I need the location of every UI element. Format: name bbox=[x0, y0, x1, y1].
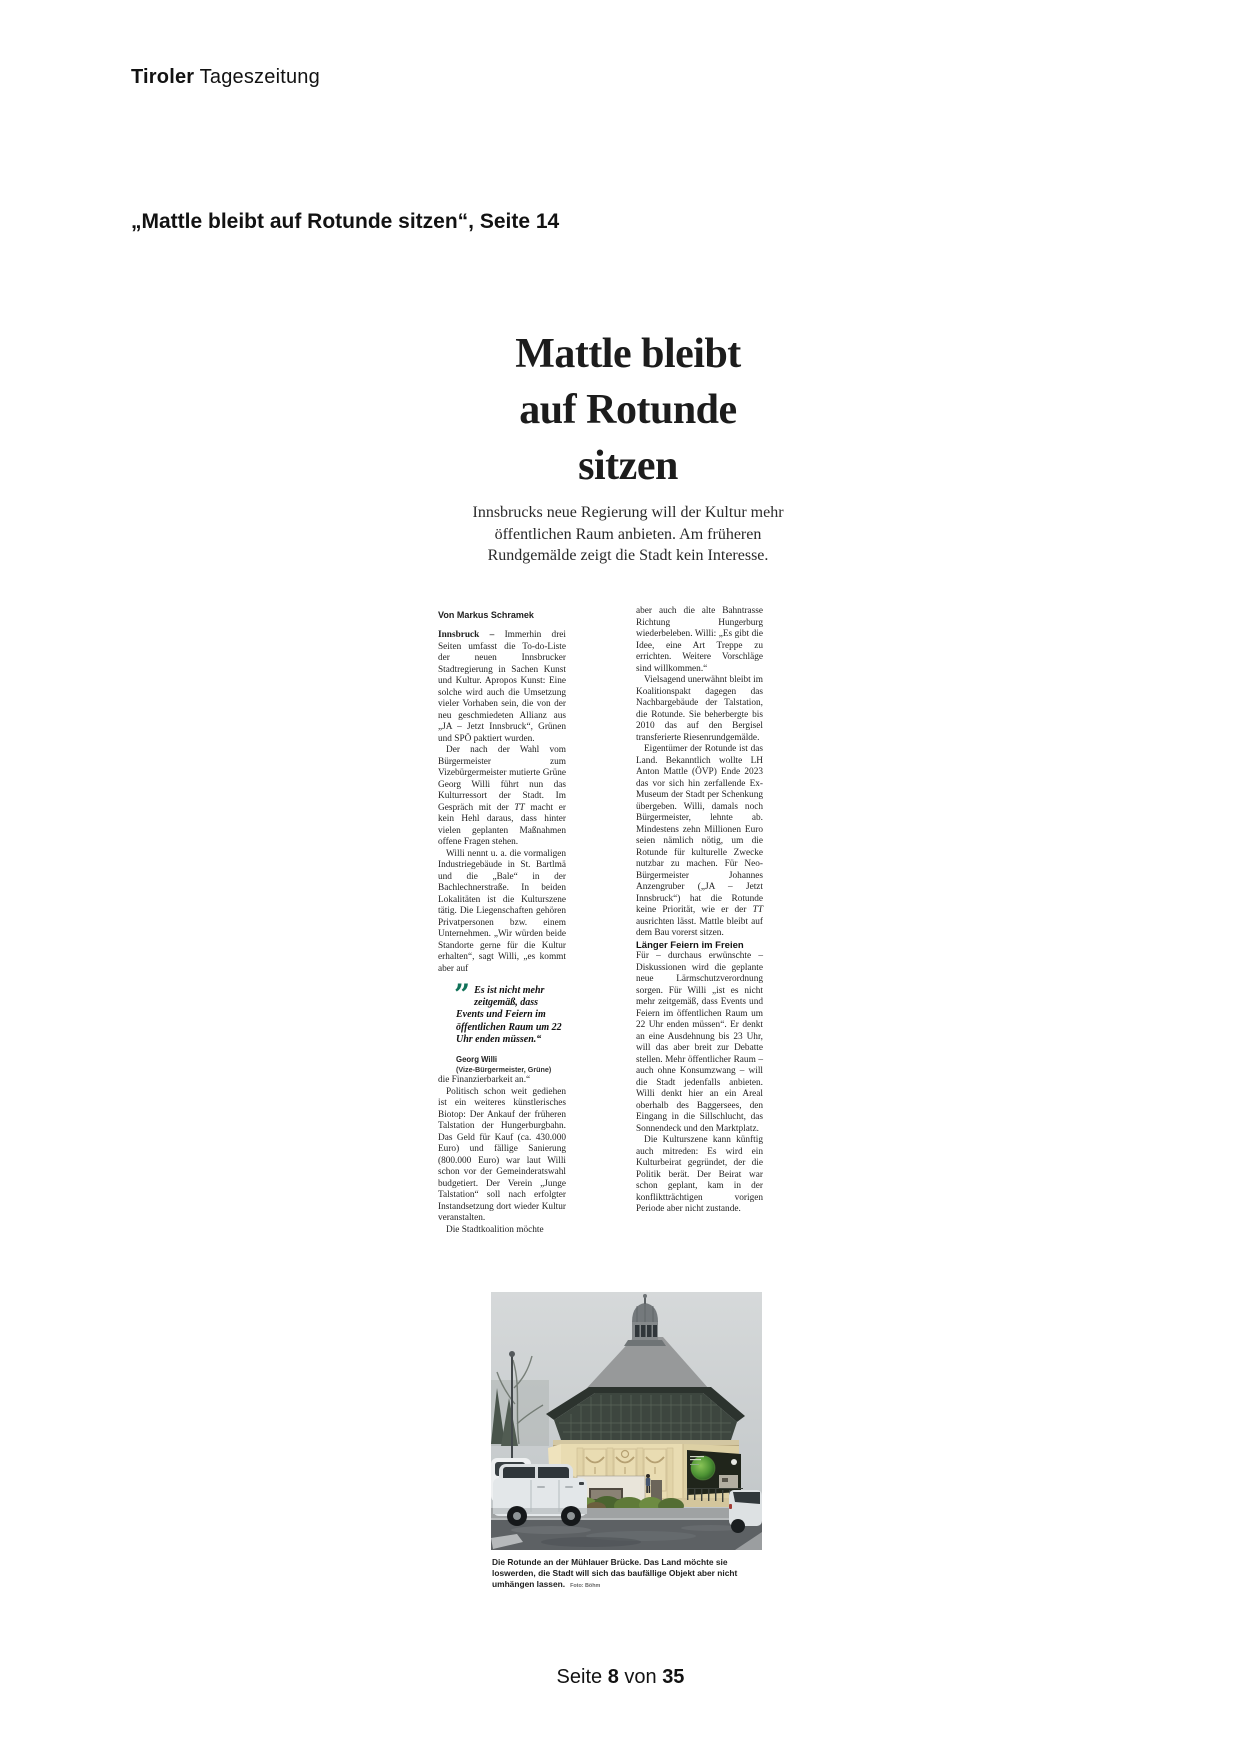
paragraph: Der nach der Wahl vom Bürgermeister zum Vizebürgermeister mutierte Grüne Georg Willi führt nun das Kulturressort der Stadt. Im Gespräch mit der TT macht er kein Hehl daraus, dass hinter vielen geplanten Maßnahmen offene Fragen stehen. bbox=[438, 745, 566, 847]
photo-caption bbox=[492, 1557, 763, 1592]
paragraph: die Finanzierbarkeit an.“ bbox=[438, 1075, 531, 1086]
clipping-title: „Mattle bleibt auf Rotunde sitzen“, Seite 14 bbox=[131, 210, 560, 233]
paragraph: Willi nennt u. a. die vormaligen Industriegebäude in St. Bartlmä und die „Bale“ in der Bachlechnerstraße. In beiden Lokalitäten ist die Kulturszene tätig. Die Liegenschaften gehören Privatpersonen bzw. einem Unternehmen. „Wir würden beide Standorte gerne für die Kultur erhalten“, sagt Willi, „es kommt aber auf bbox=[438, 848, 566, 974]
article-headline bbox=[462, 326, 794, 494]
pull-quote-text: Es ist nicht mehr zeitgemäß, dass Events und Feiern im öffentlichen Raum um 22 Uhr enden müssen.“ bbox=[456, 985, 562, 1045]
headline-line-2: auf Rotunde bbox=[519, 387, 737, 433]
headline-line-3: sitzen bbox=[578, 443, 678, 489]
article-byline: Von Markus Schramek bbox=[438, 610, 534, 620]
rotunde-photo bbox=[491, 1292, 762, 1550]
page-number-footer: Seite 8 von 35 bbox=[556, 1666, 685, 1688]
paragraph: Die Stadtkoalition möchte bbox=[446, 1224, 544, 1235]
quote-author-name: Georg Willi bbox=[456, 1055, 498, 1065]
paragraph: aber auch die alte Bahntrasse Richtung Hungerburg wiederbeleben. Willi: „Es gibt die Idee, eine Art Treppe zu errichten. Weitere Vorschläge sind willkommen.“ bbox=[636, 606, 763, 674]
newspaper-masthead: Tiroler Tageszeitung bbox=[131, 66, 320, 88]
paragraph: Politisch schon weit gediehen ist ein weiteres künstlerisches Biotop: Der Ankauf der früheren Talstation der Hungerburgbahn. Das Geld für Kauf (ca. 430.000 Euro) und fällige Sanierung (800.000 Euro) war laut Willi schon vor der Gemeinderatswahl budgetiert. Der Verein „Junge Talstation“ soll nach erfolgter Instandsetzung dort wieder Kultur veranstalten. bbox=[438, 1086, 566, 1224]
paragraph: Innsbruck – Immerhin drei Seiten umfasst die To-do-Liste der neuen Innsbrucker Stadtregierung in Sachen Kunst und Kultur. Apropos Kunst: Eine solche wird auch die Umsetzung vieler Vorhaben sein, die von der neu geschmiedeten Allianz aus „JA – Jetzt Innsbruck“, Grünen und SPÖ paktiert wurden. bbox=[438, 630, 566, 744]
article-lede: Innsbrucks neue Regierung will der Kultur mehr öffentlichen Raum anbieten. Am früheren Rundgemälde zeigt die Stadt kein Interesse. bbox=[472, 504, 784, 564]
pull-quote-attribution bbox=[456, 1055, 566, 1075]
article-column-right bbox=[636, 606, 763, 1216]
section-subhead: Länger Feiern im Freien bbox=[636, 939, 744, 951]
paragraph: Eigentümer der Rotunde ist das Land. Bekanntlich wollte LH Anton Mattle (ÖVP) Ende 2023 das vor sich hin zerfallende Ex-Museum der Stadt per Schenkung übergeben. Willi, damals noch Bürgermeister, lehnte ab. Mindestens zehn Millionen Euro seien nämlich nötig, um die Rotunde für kulturelle Zwecke nutzbar zu machen. Für Neo-Bürgermeister Johannes Anzengruber („JA – Jetzt Innsbruck“) hat die Rotunde keine Priorität, wie er der TT ausrichten lässt. Mattle bleibt auf dem Bau vorerst sitzen. bbox=[636, 744, 763, 938]
quote-author-role: (Vize-Bürgermeister, Grüne) bbox=[456, 1065, 552, 1075]
headline-line-1: Mattle bleibt bbox=[515, 331, 741, 377]
article-column-left bbox=[438, 630, 566, 1236]
photo-credit: Foto: Böhm bbox=[570, 1583, 601, 1589]
paragraph: Für – durchaus erwünschte – Diskussionen wird die geplante neue Lärmschutzverordnung sorgen. Für Willi „ist es nicht mehr zeitgemäß, dass Events und Feiern im öffentlichen Raum um 22 Uhr enden müssen“. Er denkt an eine Ausdehnung bis 23 Uhr, will das aber breit zur Debatte stellen. Mehr öffentlicher Raum – auch ohne Konsumzwang – will die Stadt jedenfalls anbieten. Willi denkt hier an ein Areal oberhalb des Baggersees, den Eingang in die Sillschlucht, das Sonnendeck und den Marktplatz. bbox=[636, 951, 763, 1134]
photo-caption-text: Die Rotunde an der Mühlauer Brücke. Das Land möchte sie loswerden, die Stadt will sich das baufällige Objekt aber nicht umhängen lassen. bbox=[492, 1557, 738, 1589]
paragraph: Die Kulturszene kann künftig auch mitreden: Es wird ein Kulturbeirat gegründet, der die Politik berät. Der Beirat war schon geplant, kam in der konfliktträchtigen vorigen Periode aber nicht zustande. bbox=[636, 1135, 763, 1214]
pull-quote bbox=[454, 978, 566, 1046]
quote-mark-icon: ” bbox=[454, 978, 471, 1011]
paragraph: Vielsagend unerwähnt bleibt im Koalitionspakt dagegen das Nachbargebäude der Talstation, die Rotunde. Sie beherbergte bis 2010 das auf den Bergisel transferierte Riesenrundgemälde. bbox=[636, 675, 763, 743]
